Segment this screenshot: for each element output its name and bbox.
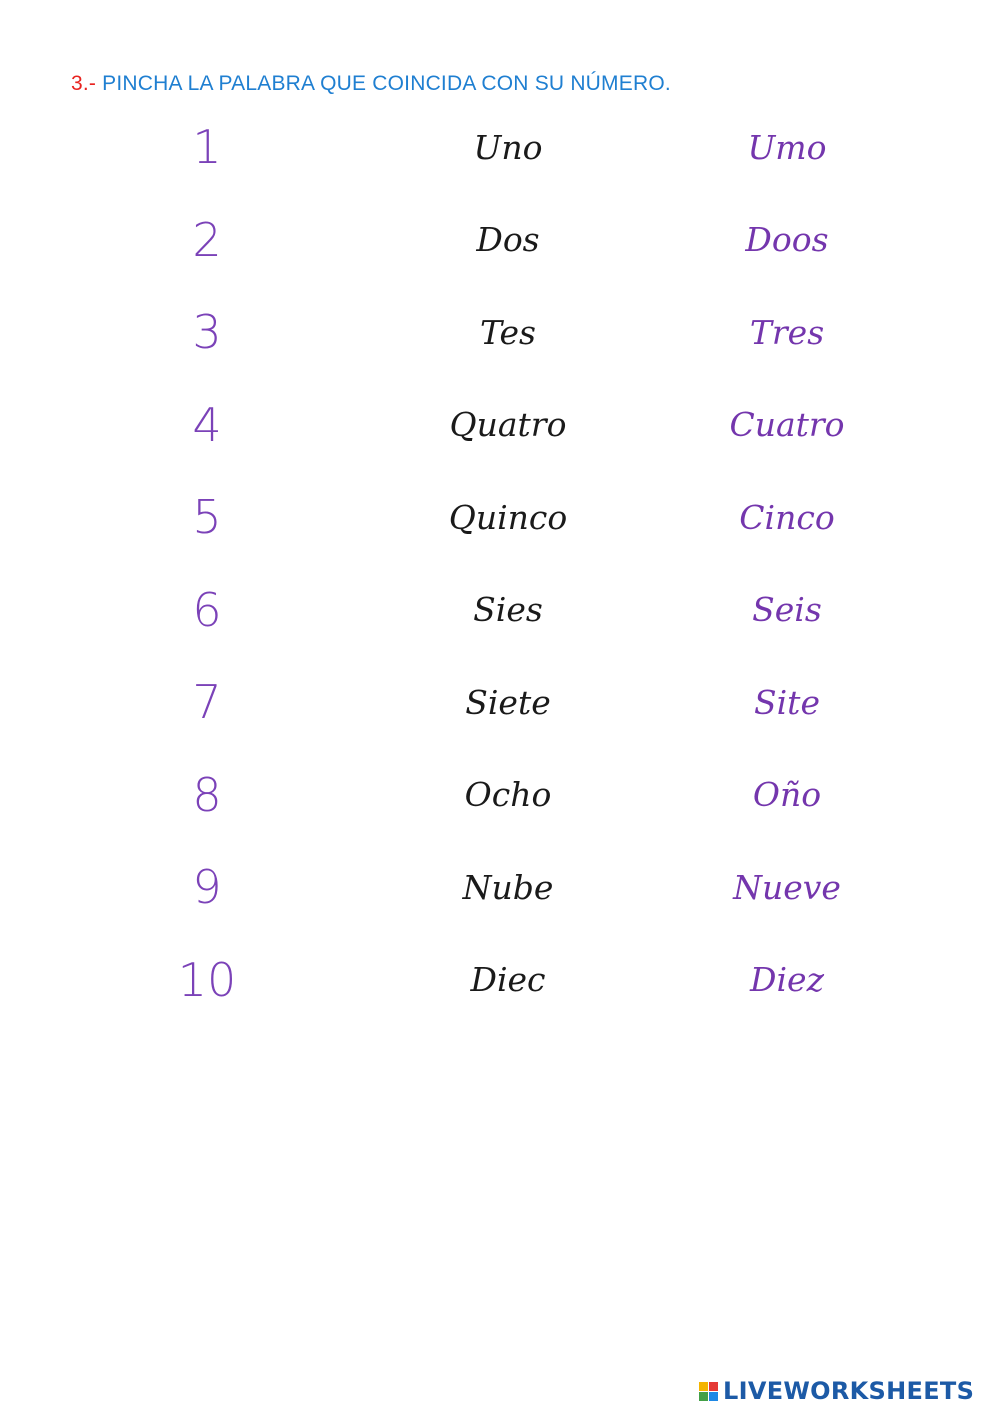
word-option-a[interactable]: Tes xyxy=(480,312,536,352)
word-option-a[interactable]: Quinco xyxy=(448,497,568,537)
word-choice-list xyxy=(0,115,1000,1040)
word-choice-row xyxy=(0,393,1000,486)
word-option-b[interactable]: Oño xyxy=(752,775,822,814)
word-option-b[interactable]: Cinco xyxy=(739,497,835,537)
word-option-a[interactable]: Ocho xyxy=(464,775,552,814)
word-option-a[interactable]: Nube xyxy=(462,867,554,907)
row-number: 3 xyxy=(192,305,222,359)
word-option-a[interactable]: Quatro xyxy=(449,405,567,444)
instruction-text: PINCHA LA PALABRA QUE COINCIDA CON SU NÚMERO. xyxy=(96,72,671,95)
word-choice-row xyxy=(0,485,1000,578)
logo-square-red xyxy=(709,1382,718,1391)
liveworksheets-logo xyxy=(699,1376,974,1406)
word-option-a[interactable]: Sies xyxy=(473,590,543,629)
instruction-heading xyxy=(71,72,671,96)
word-option-b[interactable]: Nueve xyxy=(733,867,841,907)
logo-text: LIVEWORKSHEETS xyxy=(723,1377,975,1405)
row-number: 10 xyxy=(177,952,237,1007)
row-number: 6 xyxy=(192,582,222,637)
liveworksheets-logo-icon xyxy=(699,1382,718,1401)
word-choice-row xyxy=(0,300,1000,393)
instruction-number: 3.- xyxy=(71,72,97,95)
word-option-b[interactable]: Tres xyxy=(749,312,825,352)
row-number: 1 xyxy=(192,120,222,174)
word-option-b[interactable]: Cuatro xyxy=(729,405,845,444)
logo-square-yellow xyxy=(699,1382,708,1391)
word-choice-row xyxy=(0,115,1000,208)
word-option-b[interactable]: Umo xyxy=(747,127,827,167)
row-number: 4 xyxy=(192,397,222,452)
row-number: 7 xyxy=(192,675,222,729)
word-choice-row xyxy=(0,948,1000,1041)
row-number: 8 xyxy=(192,767,222,822)
row-number: 5 xyxy=(192,490,222,544)
word-choice-row xyxy=(0,670,1000,763)
word-option-b[interactable]: Seis xyxy=(752,590,822,629)
word-choice-row xyxy=(0,208,1000,301)
word-choice-row xyxy=(0,763,1000,856)
word-option-b[interactable]: Doos xyxy=(745,220,829,259)
row-number: 2 xyxy=(192,212,222,267)
word-option-b[interactable]: Diez xyxy=(750,960,824,999)
word-option-a[interactable]: Diec xyxy=(470,960,546,999)
word-choice-row xyxy=(0,855,1000,948)
logo-square-blue xyxy=(709,1392,718,1401)
word-option-a[interactable]: Siete xyxy=(465,682,551,722)
word-option-b[interactable]: Site xyxy=(754,682,820,722)
logo-square-green xyxy=(699,1392,708,1401)
word-choice-row xyxy=(0,578,1000,671)
word-option-a[interactable]: Uno xyxy=(473,127,543,167)
word-option-a[interactable]: Dos xyxy=(476,220,540,259)
row-number: 9 xyxy=(192,860,222,914)
